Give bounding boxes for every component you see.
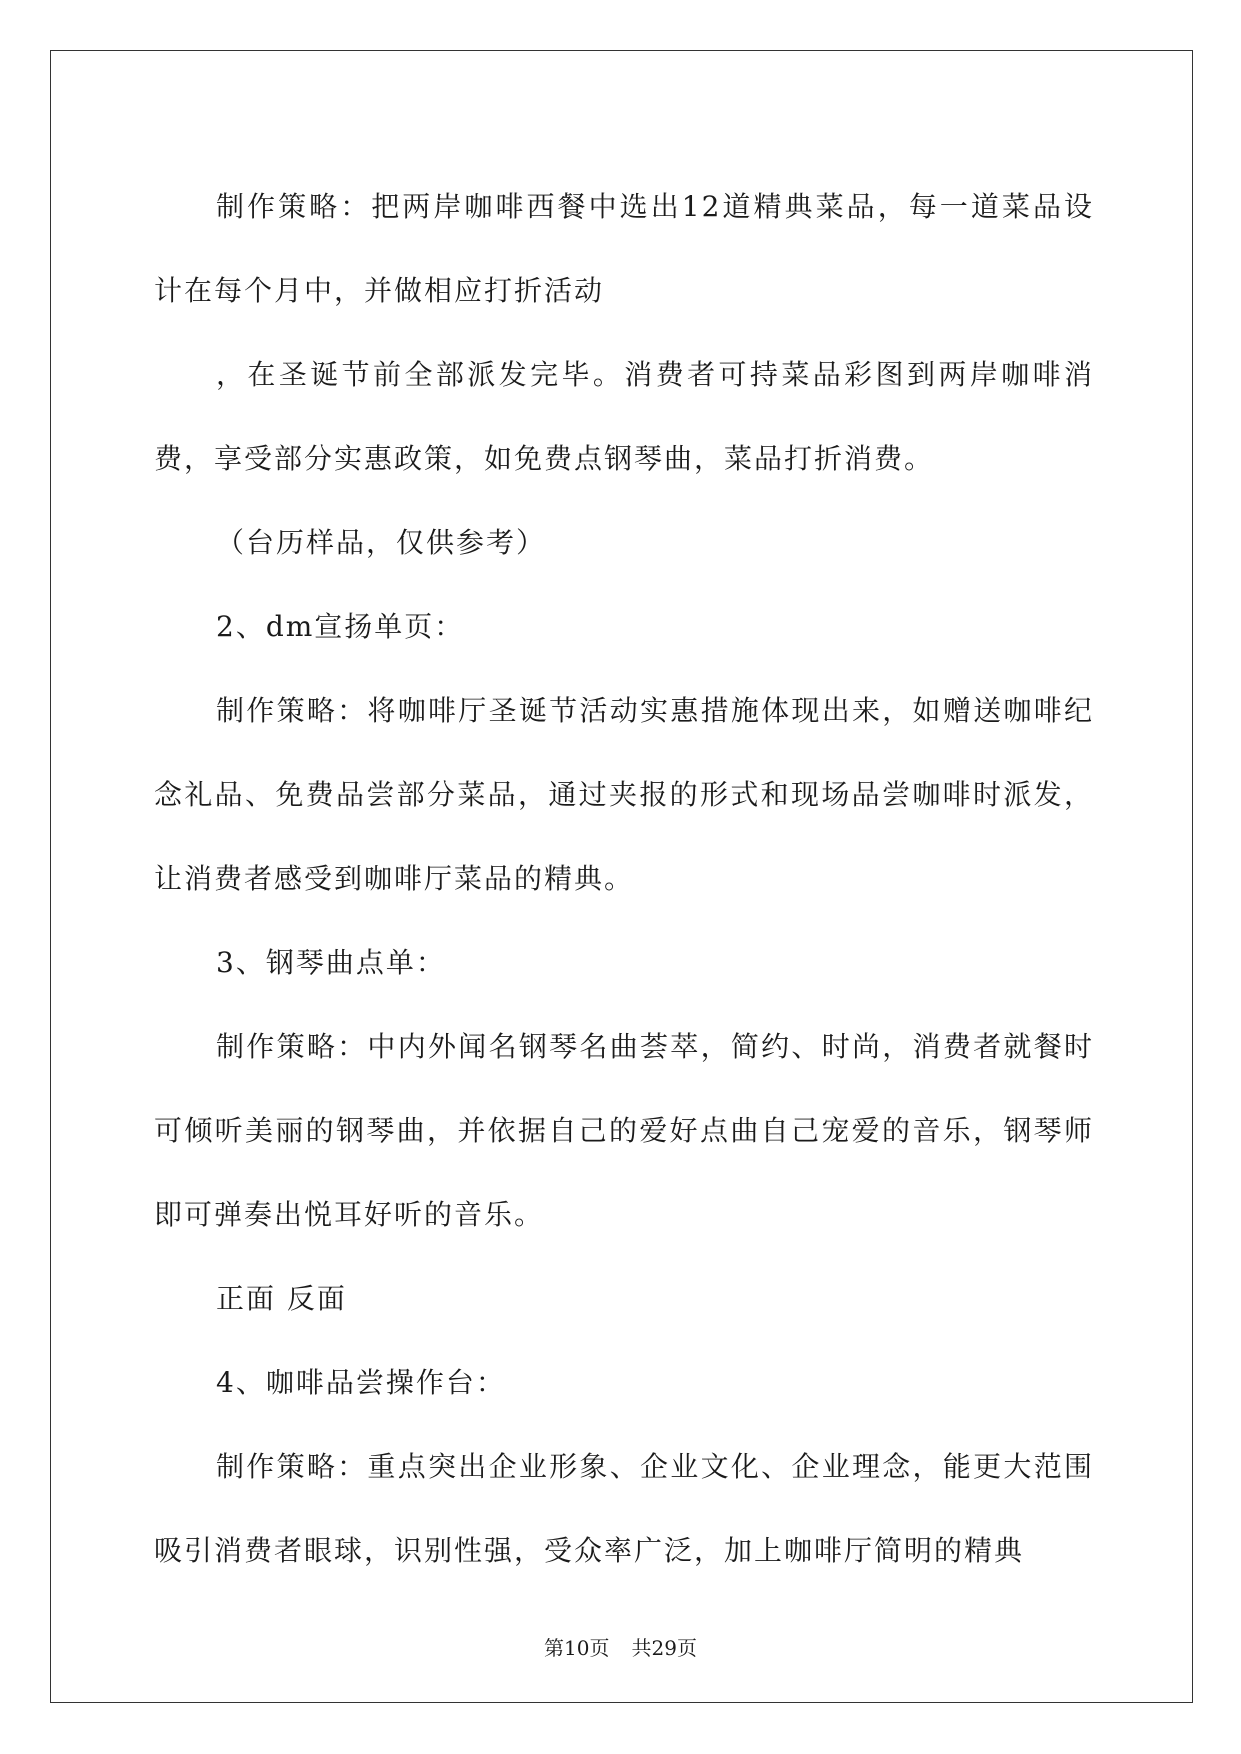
document-body (154, 165, 1094, 1593)
paragraph-strategy-3: 制作策略：中内外闻名钢琴名曲荟萃，简约、时尚，消费者就餐时可倾听美丽的钢琴曲，并依据自己的爱好点曲自己宠爱的音乐，钢琴师即可弹奏出悦耳好听的音乐。 (154, 1030, 1094, 1231)
page-footer (0, 1632, 1241, 1661)
paragraph-calendar-note: （台历样品，仅供参考） (216, 526, 547, 559)
paragraph-front-back: 正面 反面 (216, 1282, 347, 1315)
page-number-total: 共29页 (631, 1636, 697, 1660)
paragraph-strategy-1: 制作策略：把两岸咖啡西餐中选出12道精典菜品，每一道菜品设计在每个月中，并做相应打折活动 (154, 190, 1094, 307)
heading-coffee-tasting-station: 4、咖啡品尝操作台： (216, 1366, 506, 1399)
heading-dm-leaflet: 2、dm宣扬单页： (216, 610, 465, 643)
paragraph-strategy-4: 制作策略：重点突出企业形象、企业文化、企业理念，能更大范围吸引消费者眼球，识别性强，受众率广泛，加上咖啡厅简明的精典 (154, 1450, 1094, 1567)
paragraph-strategy-1-cont: ，在圣诞节前全部派发完毕。消费者可持菜品彩图到两岸咖啡消费，享受部分实惠政策，如免费点钢琴曲，菜品打折消费。 (154, 358, 1094, 475)
heading-piano-menu: 3、钢琴曲点单： (216, 946, 446, 979)
page-number-current: 第10页 (544, 1636, 610, 1660)
paragraph-strategy-2: 制作策略：将咖啡厅圣诞节活动实惠措施体现出来，如赠送咖啡纪念礼品、免费品尝部分菜品，通过夹报的形式和现场品尝咖啡时派发，让消费者感受到咖啡厅菜品的精典。 (154, 694, 1094, 895)
